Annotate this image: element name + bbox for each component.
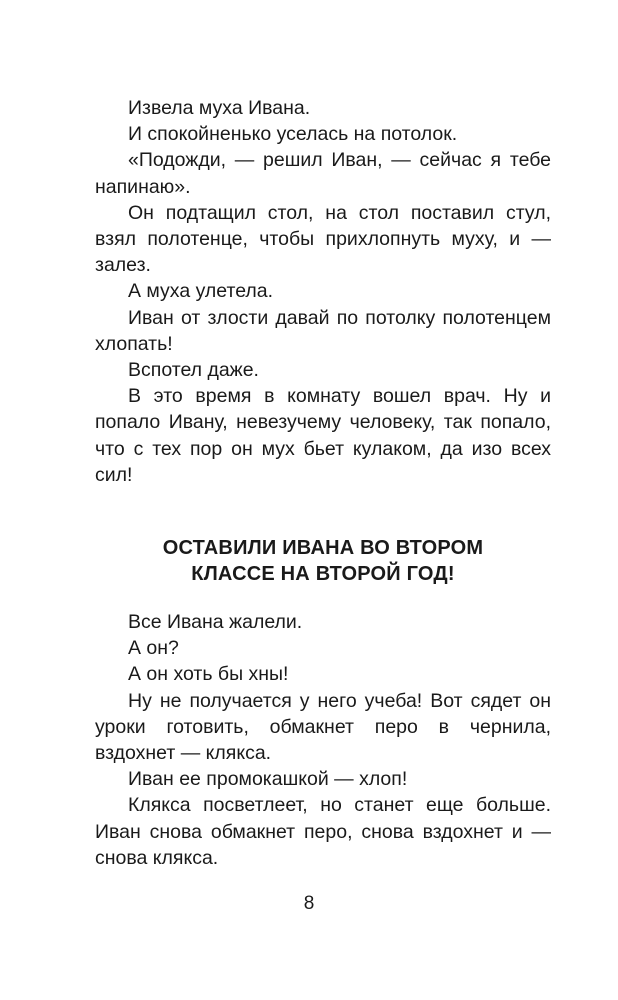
paragraph: Ну не получается у него учеба! Вот сядет он уроки готовить, обмакнет перо в чернила, вздохнет — клякса. xyxy=(95,689,551,765)
story-2-heading xyxy=(95,535,551,587)
paragraph: И спокойненько уселась на потолок. xyxy=(128,123,458,146)
heading-line: КЛАССЕ НА ВТОРОЙ ГОД! xyxy=(191,563,455,585)
paragraph: «Подожди, — решил Иван, — сейчас я тебе напинаю». xyxy=(95,149,551,198)
paragraph: Клякса посветлеет, но станет еще больше. Иван снова обмакнет перо, снова вздохнет и — снова клякса. xyxy=(95,794,551,869)
story-2-text xyxy=(95,609,551,871)
paragraph: Иван от злости давай по потолку полотенцем хлопать! xyxy=(95,306,551,355)
paragraph: Все Ивана жалели. xyxy=(128,611,303,633)
paragraph: Вспотел даже. xyxy=(128,359,259,382)
paragraph: А он хоть бы хны! xyxy=(128,663,289,686)
paragraph: Извела муха Ивана. xyxy=(128,97,311,119)
heading-line: ОСТАВИЛИ ИВАНА ВО ВТОРОМ xyxy=(162,537,484,559)
paragraph: А муха улетела. xyxy=(128,280,274,303)
paragraph: Он подтащил стол, на стол поставил стул, взял полотенце, чтобы прихлопнуть муху, и — залез. xyxy=(95,201,551,277)
page-number: 8 xyxy=(303,893,315,914)
paragraph: А он? xyxy=(128,637,179,660)
story-1-text xyxy=(95,95,551,488)
paragraph: Иван ее промокашкой — хлоп! xyxy=(128,768,408,791)
paragraph: В это время в комнату вошел врач. Ну и попало Ивану, невезучему человеку, так попало, что с тех пор он мух бьет кулаком, да изо всех сил! xyxy=(95,385,551,486)
